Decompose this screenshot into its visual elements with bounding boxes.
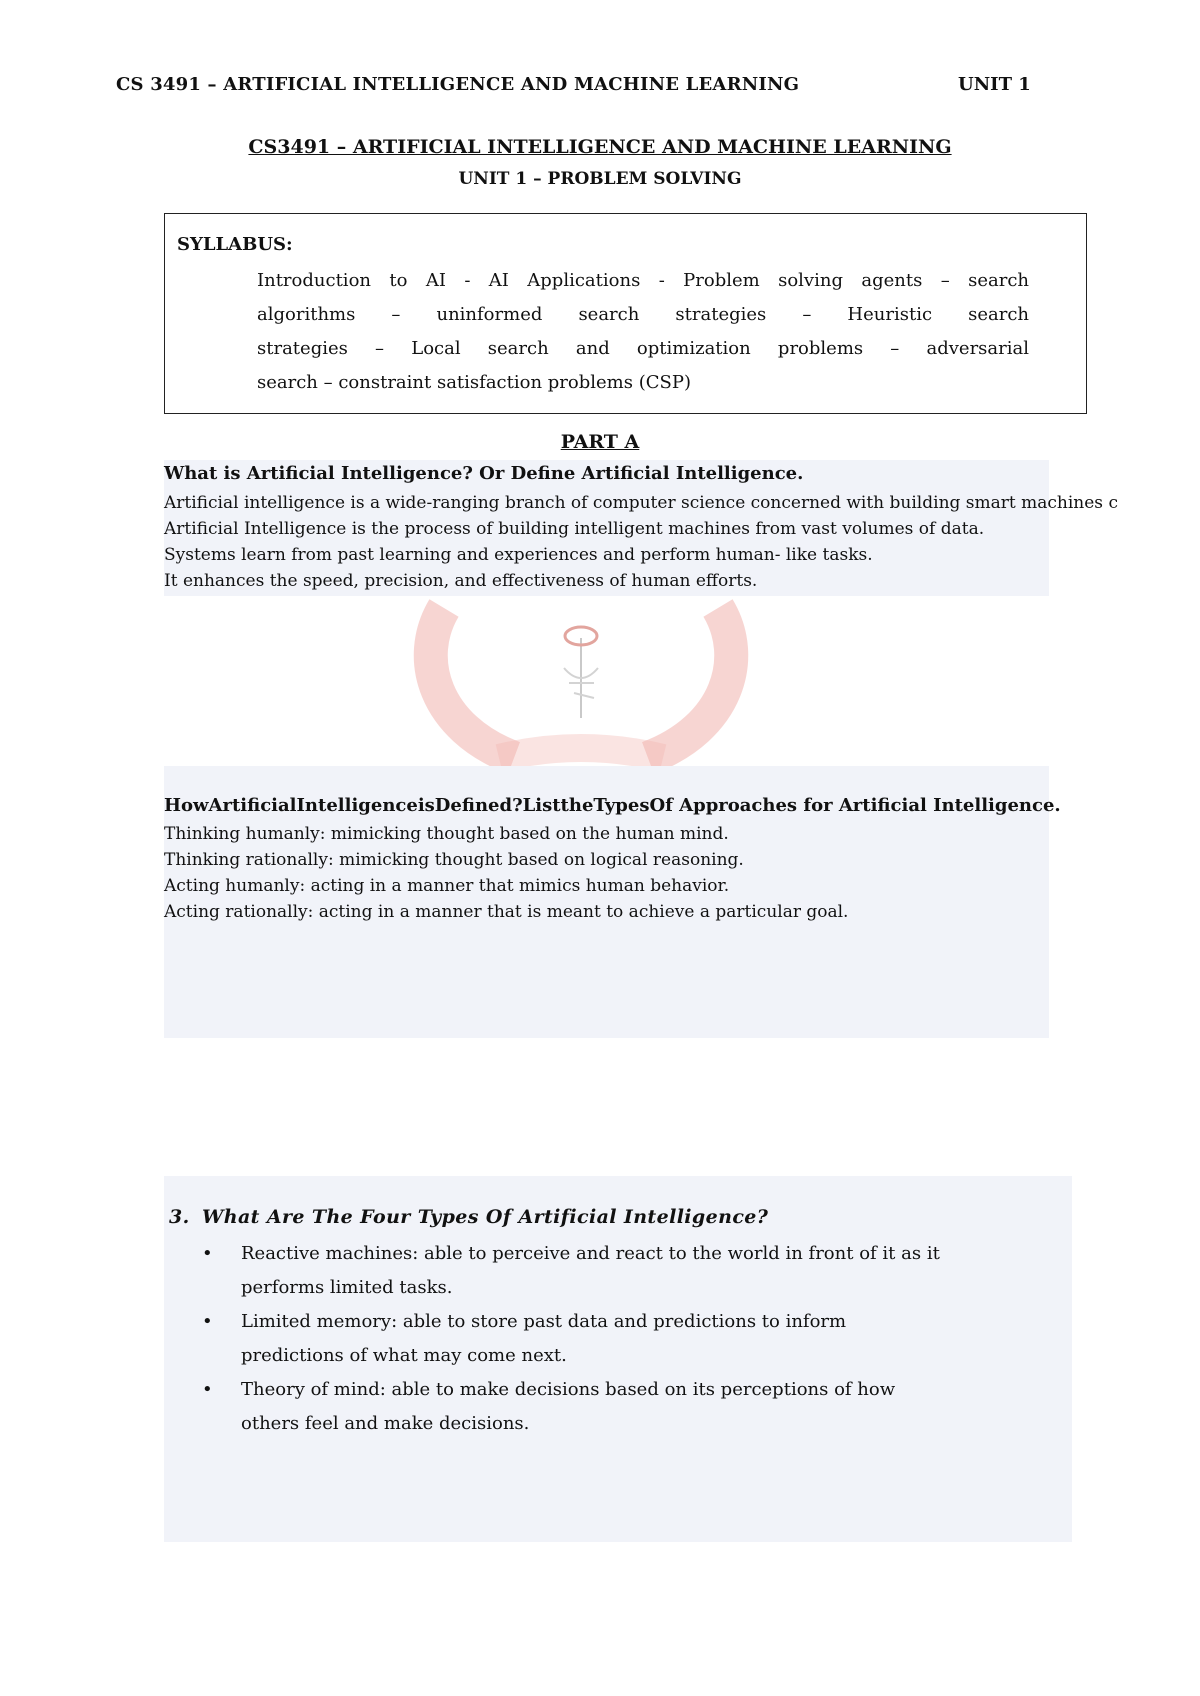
- list-item-line: Reactive machines: able to perceive and react to the world in front of it as it: [241, 1243, 940, 1264]
- list-item: [190, 1373, 1060, 1441]
- document-subtitle: UNIT 1 – PROBLEM SOLVING: [458, 169, 742, 189]
- syllabus-line: algorithms – uninformed search strategies – Heuristic search: [257, 304, 1029, 325]
- answer-line: Artificial Intelligence is the process of building intelligent machines from vast volumes of data.: [164, 519, 985, 539]
- question-3-text: What Are The Four Types Of Artificial Intelligence?: [202, 1206, 769, 1228]
- syllabus-heading: SYLLABUS:: [177, 234, 293, 255]
- syllabus-line: strategies – Local search and optimization problems – adversarial: [257, 338, 1029, 359]
- document-title: CS3491 – ARTIFICIAL INTELLIGENCE AND MACHINE LEARNING: [248, 136, 952, 158]
- question-number: 3.: [169, 1206, 190, 1228]
- list-item-line: others feel and make decisions.: [241, 1413, 530, 1434]
- list-item: [190, 1237, 1060, 1305]
- list-item: [190, 1305, 1060, 1373]
- bullet-icon: •: [202, 1379, 213, 1400]
- answer-line: Acting rationally: acting in a manner that is meant to achieve a particular goal.: [164, 902, 849, 922]
- list-item-line: performs limited tasks.: [241, 1277, 453, 1298]
- list-item-line: Limited memory: able to store past data and predictions to inform: [241, 1311, 847, 1332]
- answer-line: Acting humanly: acting in a manner that mimics human behavior.: [164, 876, 730, 896]
- syllabus-body: [257, 264, 1029, 400]
- answer-line: It enhances the speed, precision, and effectiveness of human efforts.: [164, 571, 758, 591]
- question-3: [169, 1206, 768, 1228]
- part-heading: PART A: [560, 431, 640, 453]
- answer-3-list: [190, 1237, 1060, 1441]
- bullet-icon: •: [202, 1243, 213, 1264]
- answer-line: Artificial intelligence is a wide-ranging branch of computer science concerned with building smart machines c: [164, 493, 1118, 513]
- answer-1: [164, 490, 1118, 594]
- bullet-icon: •: [202, 1311, 213, 1332]
- running-header-unit: UNIT 1: [958, 74, 1031, 95]
- question-1: What is Artificial Intelligence? Or Define Artificial Intelligence.: [164, 463, 804, 484]
- answer-2: [164, 821, 848, 925]
- college-seal-watermark: [404, 598, 758, 766]
- answer-line: Systems learn from past learning and experiences and perform human- like tasks.: [164, 545, 873, 565]
- list-item-line: predictions of what may come next.: [241, 1345, 567, 1366]
- list-item-line: Theory of mind: able to make decisions based on its perceptions of how: [241, 1379, 896, 1400]
- running-header-course: CS 3491 – ARTIFICIAL INTELLIGENCE AND MACHINE LEARNING: [116, 74, 800, 95]
- answer-line: Thinking rationally: mimicking thought based on logical reasoning.: [164, 850, 744, 870]
- syllabus-line: Introduction to AI - AI Applications - Problem solving agents – search: [257, 270, 1029, 291]
- syllabus-line: search – constraint satisfaction problems (CSP): [257, 372, 691, 393]
- question-2: HowArtificialIntelligenceisDefined?ListtheTypesOf Approaches for Artificial Intelligence.: [164, 795, 1061, 816]
- answer-line: Thinking humanly: mimicking thought based on the human mind.: [164, 824, 729, 844]
